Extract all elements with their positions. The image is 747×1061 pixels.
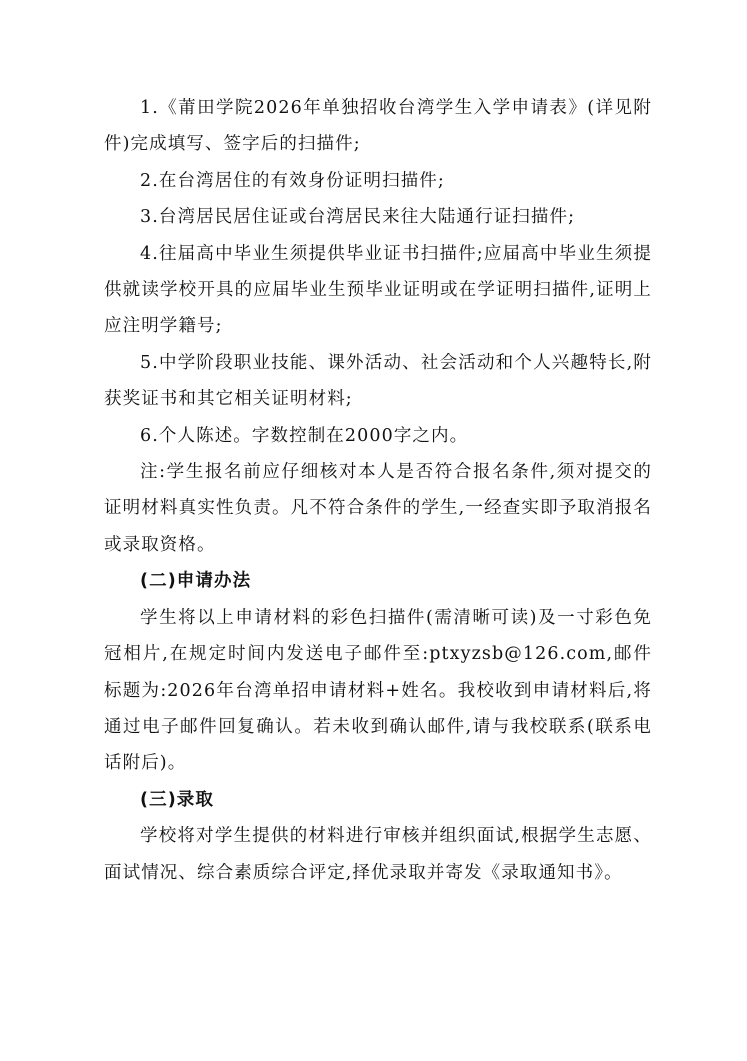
application-method-paragraph: 学生将以上申请材料的彩色扫描件(需清晰可读)及一寸彩色免冠相片,在规定时间内发送电子邮件至:ptxyzsb@126.com,邮件标题为:2026年台湾单招申请材料+姓名。我校收到申请材料后,将通过电子邮件回复确认。若未收到确认邮件,请与我校联系(联系电话附后)。 — [104, 607, 652, 774]
section-heading-admission: (三)录取 — [140, 789, 214, 810]
requirement-item-3: 3.台湾居民居住证或台湾居民来往大陆通行证扫描件; — [140, 207, 576, 228]
admission-paragraph: 学校将对学生提供的材料进行审核并组织面试,根据学生志愿、面试情况、综合素质综合评定,择优录取并寄发《录取通知书》。 — [104, 826, 652, 883]
requirement-item-1: 1.《莆田学院2026年单独招收台湾学生入学申请表》(详见附件)完成填写、签字后的扫描件; — [104, 98, 652, 155]
requirement-item-6: 6.个人陈述。字数控制在2000字之内。 — [140, 425, 469, 446]
document-body — [104, 90, 652, 891]
section-heading-application-method: (二)申请办法 — [140, 571, 252, 592]
requirement-item-4: 4.往届高中毕业生须提供毕业证书扫描件;应届高中毕业生须提供就读学校开具的应届毕业生预毕业证明或在学证明扫描件,证明上应注明学籍号; — [104, 243, 652, 337]
requirement-item-2: 2.在台湾居住的有效身份证明扫描件; — [140, 170, 445, 191]
requirement-item-5: 5.中学阶段职业技能、课外活动、社会活动和个人兴趣特长,附获奖证书和其它相关证明材料; — [104, 352, 652, 410]
note-paragraph: 注:学生报名前应仔细核对本人是否符合报名条件,须对提交的证明材料真实性负责。凡不符合条件的学生,一经查实即予取消报名或录取资格。 — [104, 462, 652, 555]
